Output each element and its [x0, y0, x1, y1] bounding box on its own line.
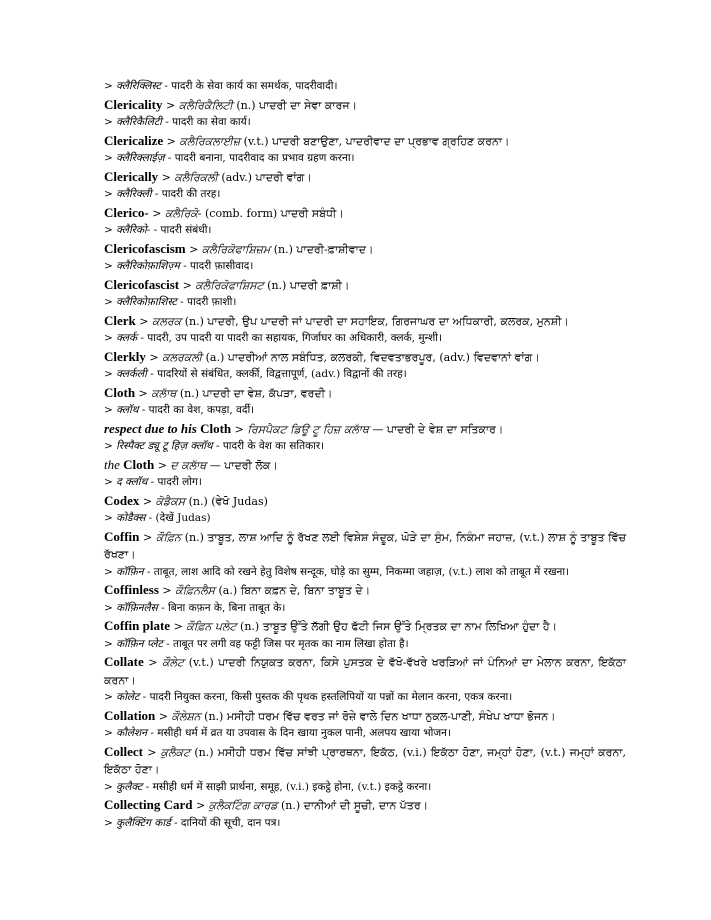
headword-entry-line	[104, 204, 626, 223]
transliteration: > ਕੋਡੈਕਸ	[139, 494, 186, 508]
hindi-entry-line	[104, 636, 626, 654]
gloss: — ਪਾਦਰੀ ਲੋਕ।	[206, 458, 278, 472]
headword: Codex	[104, 492, 140, 508]
hindi-entry-line	[104, 330, 626, 348]
headword: Collate	[104, 654, 144, 669]
transliteration: > क्लैरिकैलिटी	[104, 116, 162, 128]
headword-entry-line	[104, 581, 626, 600]
transliteration: > कॉफ़िन	[104, 565, 144, 578]
hindi-entry-line	[104, 366, 626, 384]
hindi-entry-line	[104, 114, 626, 132]
gloss: - पादरी का सेवा कार्य।	[161, 116, 251, 128]
transliteration: > ਕੌਲੇਟ	[143, 656, 185, 669]
transliteration: > कोलेट	[104, 691, 140, 703]
gloss: (v.t.) ਪਾਦਰੀ ਬਣਾਉਣਾ, ਪਾਦਰੀਵਾਦ ਦਾ ਪ੍ਰਭਾਵ ਗ੍ਰਹਿਣ ਕਰਨਾ।	[240, 134, 510, 148]
transliteration: > ਕਲੈਰਿਕੈਲਿਟੀ	[162, 98, 233, 112]
headword: Clericofascism	[104, 240, 186, 256]
gloss: (n.) ਪਾਦਰੀ-ਫ਼ਾਸ਼ੀਵਾਦ।	[270, 242, 374, 256]
gloss: - पादरी फ़ाशी।	[176, 296, 237, 308]
transliteration: > ਕਲੈਰਿਕੋ-	[148, 206, 202, 220]
headword-entry-line	[104, 96, 626, 115]
hindi-entry-line	[104, 222, 626, 240]
gloss: - पादरी फ़ासीवाद।	[179, 260, 254, 272]
headword-entry-line	[104, 796, 626, 815]
gloss: (adv.) ਪਾਦਰੀ ਵਾਂਗ।	[217, 170, 312, 184]
gloss: - मसीही धर्म में साझी प्रार्थना, समूह, (v.i.) इकट्ठे होना, (v.t.) इकट्ठे करना।	[142, 780, 432, 793]
headword: Cloth	[104, 384, 136, 400]
gloss: - पादरी लोग।	[147, 476, 202, 488]
headword: Clerkly	[104, 348, 146, 364]
transliteration: > ਕੁਲੈਕਟਿੰਗ ਕਾਰਡ	[192, 799, 278, 812]
transliteration: > क्लैरिकोफ़ाशिस्ट	[104, 296, 177, 308]
headword-entry-line	[104, 653, 626, 689]
transliteration: > रिस्पैक्ट ड्यू टू हिज़ क्लॉथ	[104, 440, 213, 452]
transliteration: > कोडैक्स	[104, 512, 146, 524]
transliteration: > ਕਲੈਰਿਕੋਫਾਸ਼ਿਜ਼ਮ	[185, 242, 271, 256]
gloss: (n.) ਪਾਦਰੀ ਦਾ ਵੇਸ਼, ਕੱਪੜਾ, ਵਰਦੀ।	[176, 386, 333, 400]
gloss: - पादरी, उप पादरी या पादरी का सहायक, गिर्जाघर का अधिकारी, क्लर्क, मुन्शी।	[137, 332, 443, 344]
headword-entry-line	[104, 384, 626, 403]
headword-entry-line	[104, 743, 626, 779]
transliteration: > ਦ ਕਲਾੱਥ	[154, 458, 207, 472]
headword-entry-line	[104, 420, 626, 439]
transliteration: > ਕੁਲੈਕਟ	[142, 745, 191, 759]
hindi-entry-line	[104, 689, 626, 707]
hindi-entry-line	[104, 600, 626, 618]
gloss: - पादरी नियुक्त करना, किसी पुस्तक की पृथक हस्तलिपियों या पन्नों का मेलान करना, एकत्र करना।	[139, 691, 513, 703]
headword-entry-line	[104, 348, 626, 367]
transliteration: > कौलेशन	[104, 727, 148, 739]
headword-phrase: respect due to his	[104, 420, 201, 436]
gloss: - पादरी संबंधी।	[150, 224, 212, 236]
transliteration: > क्लैरिको-	[104, 224, 151, 236]
headword: Clericalize	[104, 132, 164, 148]
headword: Clerk	[104, 312, 136, 328]
gloss: (a.) ਬਿਨਾ ਕਫ਼ਨ ਦੇ, ਬਿਨਾ ਤਾਬੂਤ ਦੇ।	[215, 584, 371, 597]
transliteration: > ਕੌਲੇਸ਼ਨ	[155, 709, 201, 723]
headword: Coffinless	[104, 582, 159, 597]
transliteration: > क्लर्क	[104, 332, 138, 344]
gloss: (n.) ਪਾਦਰੀ, ਉਪ ਪਾਦਰੀ ਜਾਂ ਪਾਦਰੀ ਦਾ ਸਹਾਇਕ, ਗਿਰਜਾਘਰ ਦਾ ਅਧਿਕਾਰੀ, ਕਲਰਕ, ਮੁਨਸ਼ੀ।	[181, 314, 569, 328]
transliteration: > कॉफ़िनलैस	[104, 601, 158, 614]
gloss: - पादरियों से संबंधित, क्लर्की, विद्वत्तापूर्ण, (adv.) विद्वानों की तरह।	[146, 368, 407, 380]
gloss: (v.t.) ਪਾਦਰੀ ਨਿਯੁਕਤ ਕਰਨਾ, ਕਿਸੇ ਪੁਸਤਕ ਦੇ ਵੱਖੋ-ਵੱਖਰੇ ਖਰੜਿਆਂ ਜਾਂ ਪੰਨਿਆਂ ਦਾ ਮੇਲਾਨ ਕਰਨਾ, ਇਕੱਠਾ ਕਰਨਾ।	[104, 656, 626, 687]
transliteration: > ਰਿਸਪੈਕਟ ਡਿਊ ਟੂ ਹਿਜ਼ ਕਲਾੱਥ	[231, 422, 369, 436]
gloss: - बिना कफ़न के, बिना ताबूत के।	[157, 601, 286, 614]
headword-entry-line	[104, 132, 626, 151]
headword-entry-line	[104, 276, 626, 295]
gloss: (a.) ਪਾਦਰੀਆਂ ਨਾਲ ਸਬੰਧਿਤ, ਕਲਰਕੀ, ਵਿਦਵਤਾਭਰਪੂਰ, (adv.) ਵਿਦਵਾਨਾਂ ਵਾਂਗ।	[202, 350, 540, 364]
gloss: (n.) ਤਾਬੂਤ, ਲਾਸ਼ ਆਦਿ ਨੂੰ ਰੱਖਣ ਲਈ ਵਿਸ਼ੇਸ਼ ਸੰਦੂਕ, ਘੋੜੇ ਦਾ ਸੁੰਮ, ਨਿਕੰਮਾ ਜਹਾਜ਼, (v.t.) ਲਾਸ਼ ਨੂੰ ਤਾਬੂਤ ਵਿੱਚ ਰੱਖਣਾ।	[104, 530, 626, 561]
hindi-entry-line	[104, 186, 626, 204]
transliteration: > ਕੌਫ਼ਿਨ	[139, 530, 182, 544]
hindi-entry-line	[104, 78, 626, 96]
gloss: - पादरी के सेवा कार्य का समर्थक, पादरीवादी।	[160, 80, 338, 92]
transliteration: > कॉफ़िन प्लेट	[104, 637, 163, 650]
transliteration: > द क्लॉथ	[104, 476, 148, 488]
transliteration: > क्लर्कली	[104, 368, 147, 380]
gloss: (n.) ਤਾਬੂਤ ਉੱਤੇ ਲੱਗੀ ਉਹ ਫੱਟੀ ਜਿਸ ਉੱਤੇ ਮ੍ਰਿਤਕ ਦਾ ਨਾਮ ਲਿਖਿਆ ਹੁੰਦਾ ਹੈ।	[236, 620, 558, 633]
hindi-entry-line	[104, 474, 626, 492]
gloss: (n.) ਪਾਦਰੀ ਦਾ ਸੇਵਾ ਕਾਰਜ।	[232, 98, 357, 112]
headword: Clerically	[104, 168, 159, 184]
headword: Coffin plate	[104, 618, 171, 633]
headword-prefix: the	[104, 456, 124, 472]
transliteration: > कुलैक्ट	[104, 780, 143, 793]
headword: Collecting Card	[104, 797, 193, 812]
headword-entry-line	[104, 492, 626, 511]
headword: Clericofascist	[104, 276, 180, 292]
gloss: - ताबूत, लाश आदि को रखने हेतु विशेष सन्दूक, घोड़े का सुम्म, निकम्मा जहाज़, (v.t.) लाश को ताबूत में रखना।	[143, 565, 570, 578]
gloss: - मसीही धर्म में व्रत या उपवास के दिन खाया नुकल पानी, अलपय खाया भोजन।	[147, 727, 451, 739]
hindi-entry-line	[104, 438, 626, 456]
gloss: - पादरी की तरह।	[151, 188, 221, 200]
gloss: - ताबूत पर लगी वह फट्टी जिस पर मृतक का नाम लिखा होता है।	[162, 637, 409, 650]
transliteration: > ਕਲੈਰਿਕੋਫਾਸ਼ਿਸਟ	[179, 278, 264, 292]
transliteration: > ਕੌਫ਼ਿਨ ਪਲੇਟ	[170, 620, 237, 633]
transliteration: > क्लैरिक्लाईज़	[104, 152, 165, 164]
gloss: (n.) ਮਸੀਹੀ ਧਰਮ ਵਿੱਚ ਵਰਤ ਜਾਂ ਰੋਜ਼ੇ ਵਾਲੇ ਦਿਨ ਖਾਧਾ ਨੁਕਲ-ਪਾਣੀ, ਸੰਖੇਪ ਖਾਧਾ ਭੋਜਨ।	[200, 709, 556, 723]
gloss: - पादरी के वेश का सतिकार।	[212, 440, 325, 452]
transliteration: > ਕਲਰਕਲੀ	[145, 350, 203, 364]
gloss: (n.) ਦਾਨੀਆਂ ਦੀ ਸੂਚੀ, ਦਾਨ ਪੱਤਰ।	[277, 799, 429, 812]
gloss: (comb. form) ਪਾਦਰੀ ਸਬੰਧੀ।	[201, 206, 344, 220]
gloss: (n.) (ਵੇਖੋ Judas)	[185, 494, 268, 508]
headword: Cloth	[123, 456, 155, 472]
hindi-entry-line	[104, 815, 626, 833]
headword-entry-line	[104, 240, 626, 259]
gloss: — ਪਾਦਰੀ ਦੇ ਵੇਸ਼ ਦਾ ਸਤਿਕਾਰ।	[368, 422, 504, 436]
headword: Clerico-	[104, 204, 149, 220]
transliteration: > ਕੌਫ਼ਿਨਲੈਸ	[158, 584, 215, 597]
headword: Collation	[104, 707, 156, 723]
hindi-entry-line	[104, 150, 626, 168]
headword-entry-line	[104, 528, 626, 564]
hindi-entry-line	[104, 725, 626, 743]
dictionary-page	[104, 78, 626, 832]
transliteration: > क्लैरिक्लिस्ट	[104, 80, 161, 92]
gloss: (n.) ਮਸੀਹੀ ਧਰਮ ਵਿੱਚ ਸਾਂਝੀ ਪ੍ਰਾਰਥਨਾ, ਇਕੱਠ, (v.i.) ਇਕੱਠਾ ਹੋਣਾ, ਜਮ੍ਹਾਂ ਹੋਣਾ, (v.t.) ਜਮ੍ਹਾਂ ਕਰਨਾ, ਇਕੱਠਾ ਹੋਣਾ।	[104, 745, 626, 776]
transliteration: > ਕਲਾੱਥ	[135, 386, 177, 400]
headword: Collect	[104, 743, 143, 759]
transliteration: > ਕਲੈਰਿਕਲੀ	[158, 170, 218, 184]
transliteration: > कुलैक्टिंग कार्ड	[104, 816, 171, 829]
transliteration: > क्लॉथ	[104, 404, 139, 416]
headword: Clericality	[104, 96, 163, 112]
headword-entry-line	[104, 617, 626, 636]
transliteration: > ਕਲਰਕ	[135, 314, 182, 328]
hindi-entry-line	[104, 779, 626, 797]
headword-entry-line	[104, 168, 626, 187]
gloss: - (देखें Judas)	[145, 512, 211, 524]
headword-entry-line	[104, 707, 626, 726]
transliteration: > क्लैरिक्ली	[104, 188, 152, 200]
headword-entry-line	[104, 456, 626, 475]
headword: Cloth	[200, 420, 232, 436]
gloss: - पादरी बनाना, पादरीवाद का प्रभाव ग्रहण करना।	[164, 152, 355, 164]
hindi-entry-line	[104, 402, 626, 420]
transliteration: > क्लैरिकोफ़ाशिज़्म	[104, 260, 180, 272]
gloss: (n.) ਪਾਦਰੀ ਫ਼ਾਸ਼ੀ।	[263, 278, 350, 292]
hindi-entry-line	[104, 510, 626, 528]
hindi-entry-line	[104, 564, 626, 582]
headword: Coffin	[104, 528, 140, 544]
transliteration: > ਕਲੈਰਿਕਲਾਈਜ਼	[163, 134, 241, 148]
gloss: - दानियों की सूची, दान पत्र।	[170, 816, 281, 829]
hindi-entry-line	[104, 258, 626, 276]
headword-entry-line	[104, 312, 626, 331]
gloss: - पादरी का वेश, कपड़ा, वर्दी।	[138, 404, 255, 416]
hindi-entry-line	[104, 294, 626, 312]
